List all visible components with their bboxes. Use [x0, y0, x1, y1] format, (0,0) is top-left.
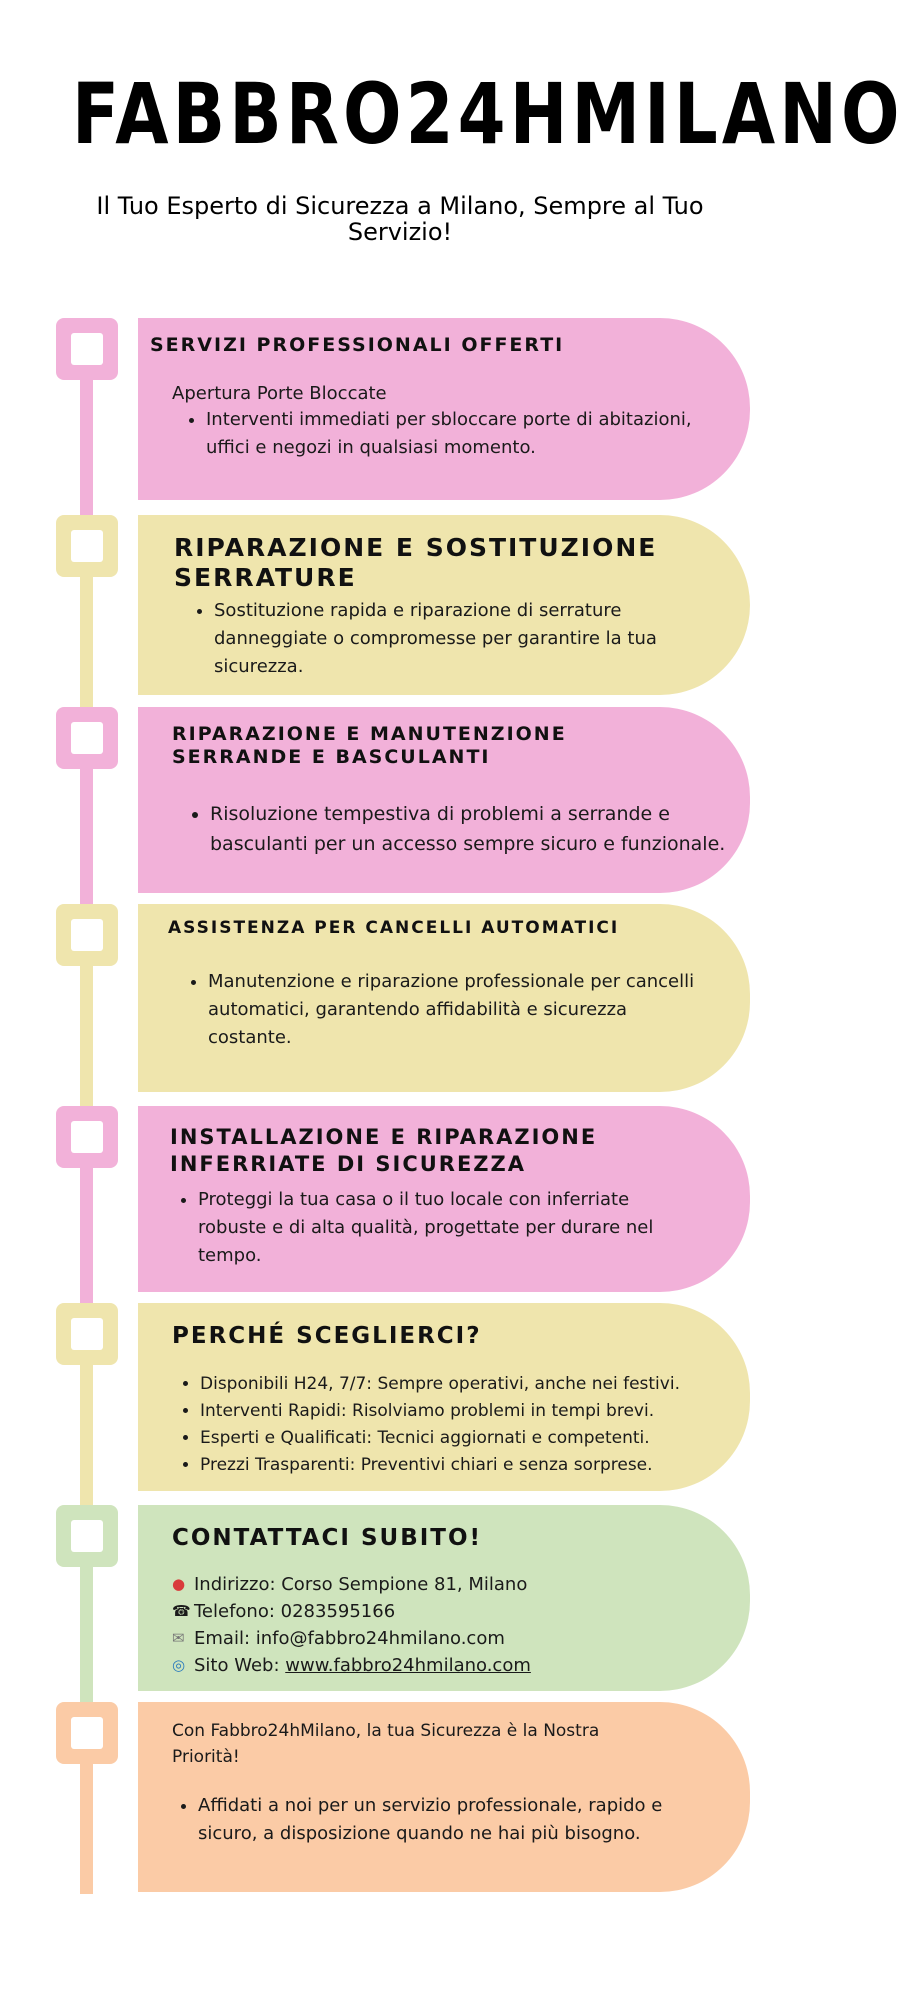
section-heading: CONTATTACI SUBITO! [172, 1525, 483, 1551]
locks-card [138, 515, 750, 695]
list-item: • Interventi Rapidi: Risolviamo problemi in tempi brevi. [200, 1398, 740, 1425]
timeline-node [56, 1505, 118, 1567]
services-card [138, 318, 750, 500]
timeline-node [56, 1702, 118, 1764]
list-item: • Prezzi Trasparenti: Preventivi chiari e senza sorprese. [200, 1452, 740, 1479]
list-item: • Proteggi la tua casa o il tuo locale con inferriate robuste e di alta qualità, progettate per durare nel tempo. [198, 1186, 688, 1270]
list-item: • Risoluzione tempestiva di problemi a serrande e basculanti per un accesso sempre sicuro e funzionale. [210, 799, 730, 859]
shutters-card [138, 707, 750, 893]
timeline-node [56, 1106, 118, 1168]
pin-icon: ● [172, 1575, 186, 1593]
list-item: • Disponibili H24, 7/7: Sempre operativi, anche nei festivi. [200, 1371, 740, 1398]
contact-email[interactable]: ✉ Email: info@fabbro24hmilano.com [172, 1625, 692, 1652]
contact-web: ◎ Sito Web: www.fabbro24hmilano.com [172, 1652, 692, 1679]
page-subtitle: Il Tuo Esperto di Sicurezza a Milano, Sempre al Tuo Servizio! [96, 192, 704, 246]
section-heading: SERVIZI PROFESSIONALI OFFERTI [150, 334, 565, 356]
contact-card [138, 1505, 750, 1691]
section-bullets [174, 1792, 718, 1848]
list-item: • Manutenzione e riparazione professionale per cancelli automatici, garantendo affidabilità e sicurezza costante. [208, 968, 708, 1052]
section-lead: Apertura Porte Bloccate [172, 383, 387, 404]
list-item: • Sostituzione rapida e riparazione di serrature danneggiate o compromesse per garantire la tua sicurezza. [214, 597, 714, 681]
section-bullets [182, 406, 726, 462]
globe-icon: ◎ [172, 1656, 186, 1674]
contact-list [172, 1571, 692, 1679]
timeline-node [56, 515, 118, 577]
list-item: • Affidati a noi per un servizio professionale, rapido e sicuro, a disposizione quando ne hai più bisogno. [198, 1792, 718, 1848]
timeline-node [56, 1303, 118, 1365]
phone-icon: ☎ [172, 1602, 191, 1620]
section-bullets [186, 799, 730, 859]
timeline-node [56, 904, 118, 966]
section-heading: PERCHÉ SCEGLIERCI? [172, 1323, 482, 1349]
closing-lead: Con Fabbro24hMilano, la tua Sicurezza è la Nostra Priorità! [172, 1721, 600, 1767]
page-title: FABBRO24HMILANO [72, 65, 904, 163]
section-bullets [184, 968, 708, 1052]
contact-phone[interactable]: ☎ Telefono: 0283595166 [172, 1598, 692, 1625]
contact-address: ● Indirizzo: Corso Sempione 81, Milano [172, 1571, 692, 1598]
why-card [138, 1303, 750, 1491]
timeline-node [56, 318, 118, 380]
section-bullets [174, 1186, 688, 1270]
section-heading: RIPARAZIONE E SOSTITUZIONE SERRATURE [174, 533, 658, 592]
closing-card [138, 1702, 750, 1892]
section-heading: INSTALLAZIONE E RIPARAZIONE INFERRIATE DI SICUREZZA [170, 1125, 598, 1176]
section-heading: ASSISTENZA PER CANCELLI AUTOMATICI [168, 918, 620, 938]
timeline-node [56, 707, 118, 769]
section-heading: RIPARAZIONE E MANUTENZIONE SERRANDE E BASCULANTI [172, 723, 567, 768]
list-item: • Esperti e Qualificati: Tecnici aggiornati e competenti. [200, 1425, 740, 1452]
mail-icon: ✉ [172, 1629, 185, 1647]
gates-card [138, 904, 750, 1092]
section-bullets [176, 1371, 740, 1479]
section-bullets [190, 597, 714, 681]
website-link[interactable]: www.fabbro24hmilano.com [285, 1655, 531, 1676]
list-item: • Interventi immediati per sbloccare porte di abitazioni, uffici e negozi in qualsiasi momento. [206, 406, 726, 462]
grates-card [138, 1106, 750, 1292]
